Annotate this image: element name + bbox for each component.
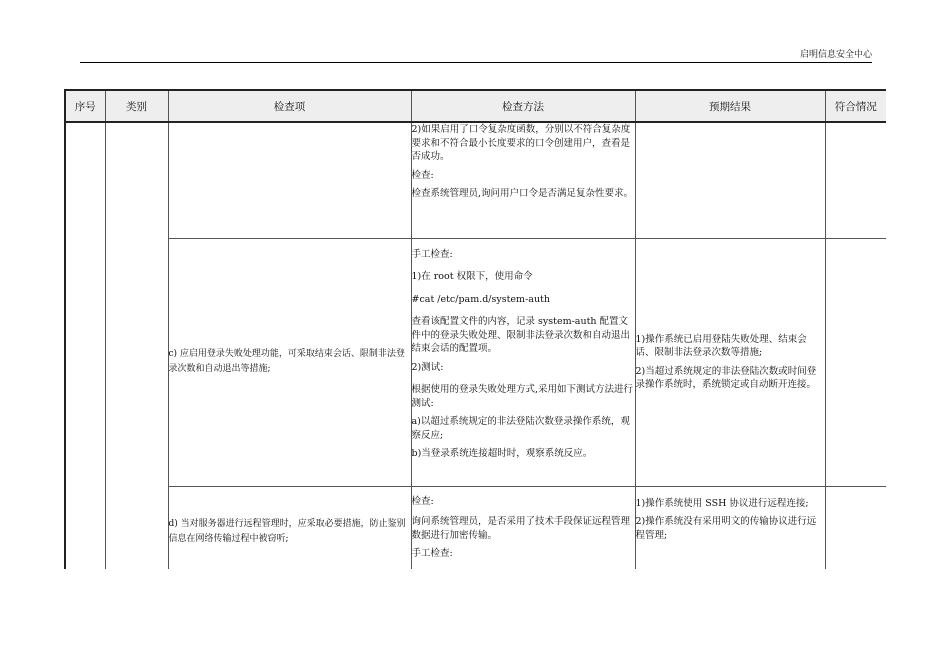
table-row [65,486,886,569]
col-header-category: 类别 [105,90,168,122]
check-item-cell: d) 当对服务器进行远程管理时，应采取必要措施，防止鉴别信息在网络传输过程中被窃听; [168,486,411,569]
method-line: 根据使用的登录失败处理方式,采用如下测试方法进行测试: [411,384,634,409]
method-line: b)当登录系统连接超时时，观察系统反应。 [411,448,593,459]
method-line: 手工检查: [411,248,453,260]
check-method-cell [411,486,635,569]
method-line: 检查: [411,495,434,507]
page-header [80,48,872,63]
expected-line: 2)当超过系统规定的非法登陆次数或时间登录操作系统时，系统锁定或自动断开连接。 [635,365,817,390]
method-line: #cat /etc/pam.d/system-auth [411,293,550,305]
method-line: 手工检查: [411,548,453,559]
check-item-cell [168,122,411,238]
compliance-cell [825,238,886,486]
table-row [65,238,886,486]
method-line: a)以超过系统规定的非法登陆次数登录操作系统，观察反应; [411,416,630,441]
expected-result-cell [635,238,825,486]
method-line: 询问系统管理员，是否采用了技术手段保证远程管理数据进行加密传输。 [411,516,631,541]
checklist-sheet [64,89,886,569]
method-line: 检查: [411,169,434,181]
method-line: 2)如果启用了口令复杂度函数，分别以不符合复杂度要求和不符合最小长度要求的口令创建用户，查看是否成功。 [411,124,631,162]
expected-line: 1)操作系统使用 SSH 协议进行远程连接; [635,497,809,509]
method-line: 1)在 root 权限下，使用命令 [411,271,533,282]
compliance-cell [825,122,886,238]
col-header-compliance: 符合情况 [825,90,886,122]
method-line: 查看该配置文件的内容，记录 system-auth 配置文件中的登录失败处理、限制非法登录次数和自动退出结束会话的配置项。 [411,316,631,354]
col-header-check-method: 检查方法 [411,90,635,122]
col-header-expected-result: 预期结果 [635,90,825,122]
expected-result-cell [635,486,825,569]
check-method-cell [411,122,635,238]
table-header-row [65,90,886,122]
method-line: 2)测试: [411,361,444,373]
expected-line: 1)操作系统已启用登陆失败处理、结束会话、限制非法登录次数等措施; [635,333,807,358]
check-item-cell: c) 应启用登录失败处理功能，可采取结束会话、限制非法登录次数和自动退出等措施; [168,238,411,486]
index-cell [65,122,105,569]
table-row [65,122,886,238]
check-method-cell [411,238,635,486]
method-line: 检查系统管理员,询问用户口令是否满足复杂性要求。 [411,188,634,199]
compliance-cell [825,486,886,569]
col-header-check-item: 检查项 [168,90,411,122]
checklist-table [64,89,886,569]
category-cell [105,122,168,569]
header-org-name: 启明信息安全中心 [799,50,872,60]
expected-result-cell [635,122,825,238]
col-header-index: 序号 [65,90,105,122]
expected-line: 2)操作系统没有采用明文的传输协议进行远程管理; [635,516,817,541]
